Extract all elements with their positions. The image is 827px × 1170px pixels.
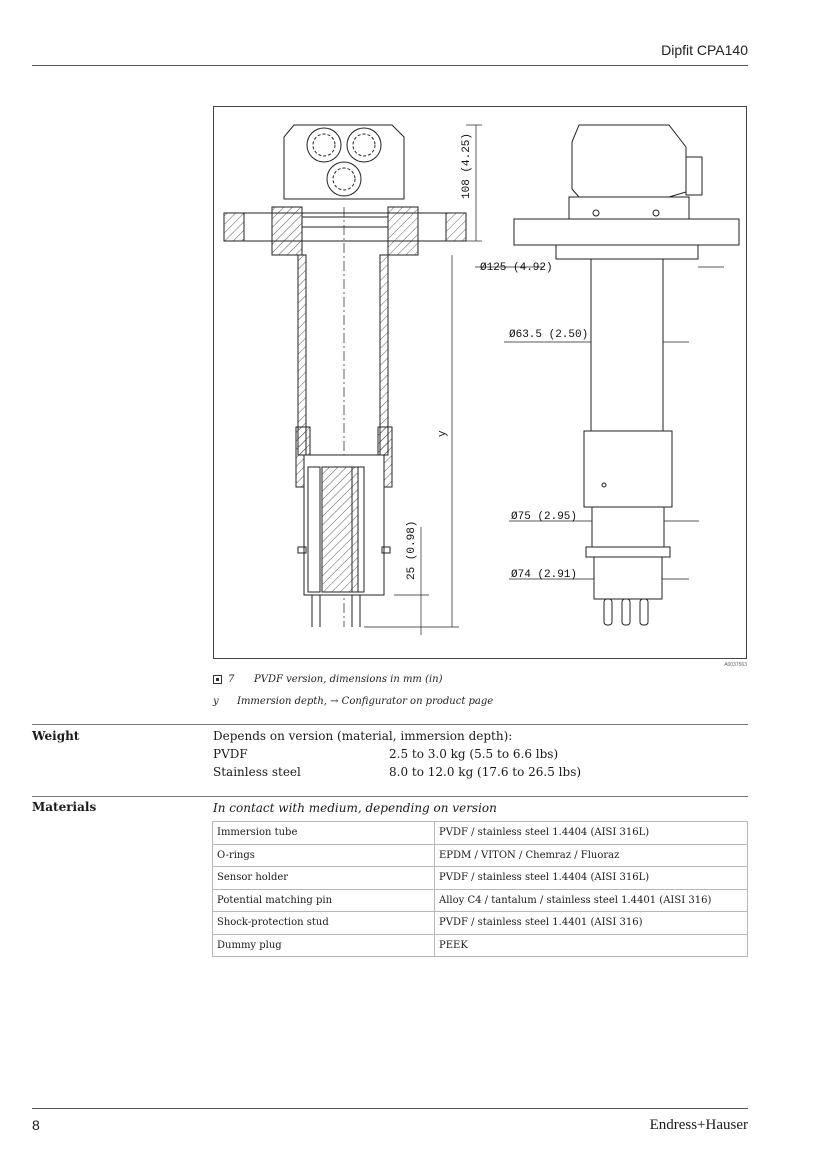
header-rule — [32, 65, 748, 66]
dimension-drawing — [213, 106, 747, 659]
table-row — [213, 822, 748, 845]
figure-id: A0037563 — [724, 662, 747, 668]
materials-label: Materials — [32, 800, 97, 814]
materials-intro: In contact with medium, depending on version — [213, 801, 497, 815]
table-cell-material: PVDF / stainless steel 1.4404 (AISI 316L) — [435, 822, 748, 845]
table-cell-part: Potential matching pin — [213, 889, 435, 912]
figure-icon — [213, 675, 222, 684]
weight-rule — [32, 724, 748, 725]
table-cell-part: Immersion tube — [213, 822, 435, 845]
weight-value-1: 2.5 to 3.0 kg (5.5 to 6.6 lbs) — [389, 747, 559, 761]
legend-text: Immersion depth, → Configurator on product page — [237, 696, 494, 707]
dim-tip-diameter: Ø74 (2.91) — [511, 569, 578, 581]
table-row — [213, 844, 748, 867]
table-row — [213, 867, 748, 890]
footer-rule — [32, 1108, 748, 1109]
dim-head-height: 108 (4.25) — [461, 132, 473, 199]
weight-value-2: 8.0 to 12.0 kg (17.6 to 26.5 lbs) — [389, 765, 582, 779]
page-number: 8 — [32, 1117, 40, 1133]
table-row — [213, 934, 748, 957]
figure-number: 7 — [228, 674, 235, 685]
weight-intro: Depends on version (material, immersion depth): — [213, 729, 513, 743]
materials-rule — [32, 796, 748, 797]
technical-drawing — [214, 107, 748, 660]
table-cell-part: Sensor holder — [213, 867, 435, 890]
table-cell-material: PVDF / stainless steel 1.4404 (AISI 316L) — [435, 867, 748, 890]
figure-caption: PVDF version, dimensions in mm (in) — [254, 674, 443, 685]
table-cell-material: Alloy C4 / tantalum / stainless steel 1.4401 (AISI 316) — [435, 889, 748, 912]
weight-material-2: Stainless steel — [213, 765, 301, 779]
dim-holder-diameter: Ø75 (2.95) — [511, 511, 578, 523]
document-title: Dipfit CPA140 — [661, 42, 748, 58]
table-cell-part: Shock-protection stud — [213, 912, 435, 935]
table-cell-part: O-rings — [213, 844, 435, 867]
table-cell-material: PEEK — [435, 934, 748, 957]
legend-key: y — [213, 696, 219, 707]
materials-table — [212, 821, 748, 957]
table-cell-part: Dummy plug — [213, 934, 435, 957]
weight-material-1: PVDF — [213, 747, 248, 761]
table-cell-material: EPDM / VITON / Chemraz / Fluoraz — [435, 844, 748, 867]
table-row — [213, 889, 748, 912]
dim-flange-diameter: Ø125 (4.92) — [480, 262, 553, 274]
weight-label: Weight — [32, 729, 80, 743]
brand-name: Endress+Hauser — [649, 1117, 748, 1133]
dim-immersion-depth: y — [437, 430, 449, 437]
table-cell-material: PVDF / stainless steel 1.4401 (AISI 316) — [435, 912, 748, 935]
dim-tube-diameter: Ø63.5 (2.50) — [509, 329, 589, 341]
table-row — [213, 912, 748, 935]
dim-tip-height: 25 (0.98) — [406, 520, 418, 580]
